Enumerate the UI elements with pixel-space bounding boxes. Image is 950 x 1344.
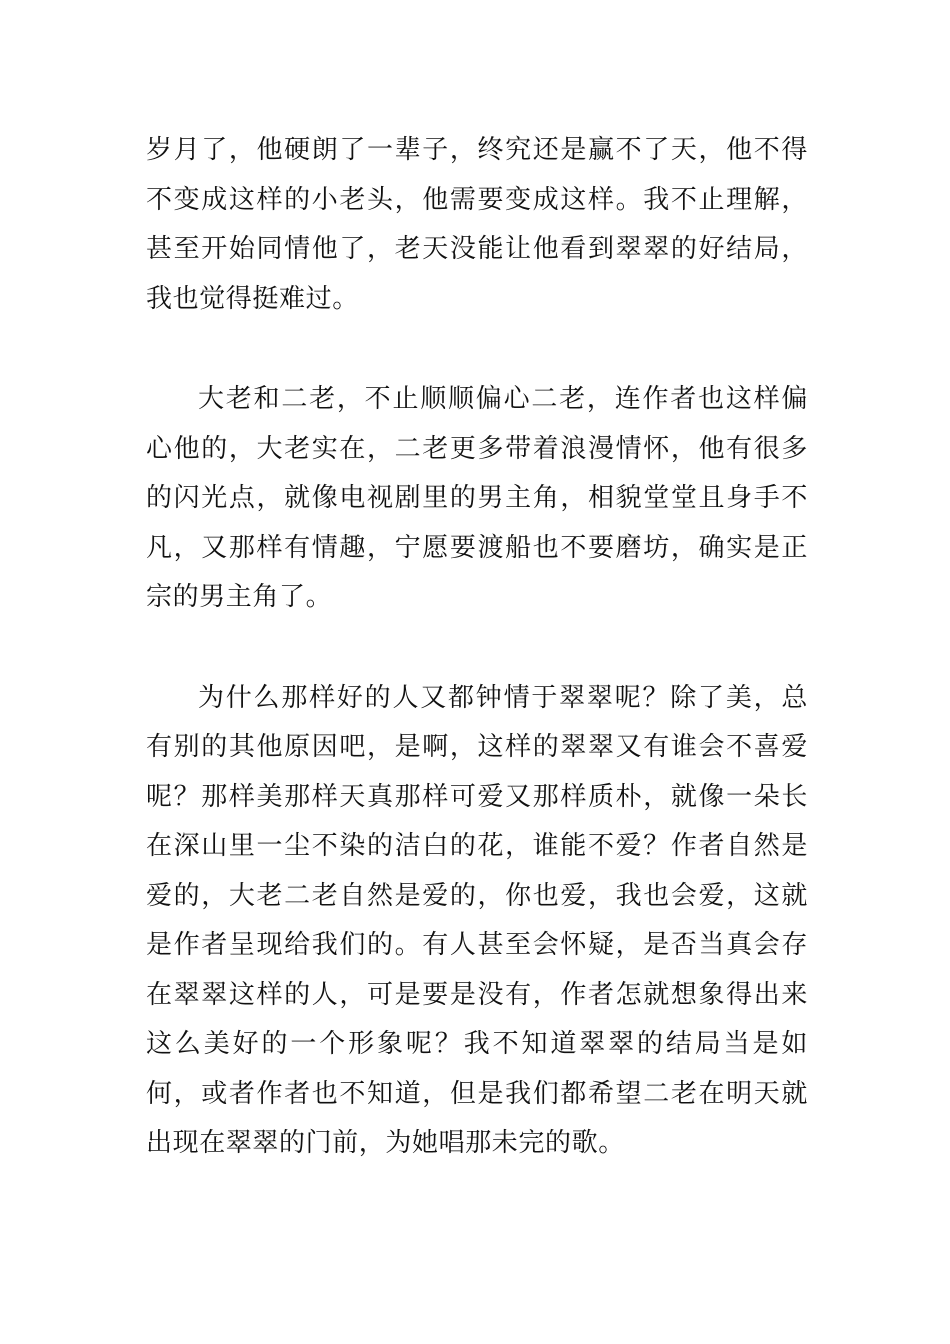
paragraph-spacer [146, 623, 808, 674]
document-body [146, 126, 808, 1169]
paragraph-1: 岁月了，他硬朗了一辈子，终究还是赢不了天，他不得不变成这样的小老头，他需要变成这样。我不止理解，甚至开始同情他了，老天没能让他看到翠翠的好结局，我也觉得挺难过。 [146, 135, 808, 314]
paragraph-spacer [146, 324, 808, 375]
paragraph-3: 为什么那样好的人又都钟情于翠翠呢？除了美，总有别的其他原因吧，是啊，这样的翠翠又有谁会不喜爱呢？那样美那样天真那样可爱又那样质朴，就像一朵长在深山里一尘不染的洁白的花，谁能不爱？作者自然是爱的，大老二老自然是爱的，你也爱，我也会爱，这就是作者呈现给我们的。有人甚至会怀疑，是否当真会存在翠翠这样的人，可是要是没有，作者怎就想象得出来这么美好的一个形象呢？我不知道翠翠的结局当是如何，或者作者也不知道，但是我们都希望二老在明天就出现在翠翠的门前，为她唱那未完的歌。 [146, 682, 808, 1158]
paragraph-2: 大老和二老，不止顺顺偏心二老，连作者也这样偏心他的，大老实在，二老更多带着浪漫情怀，他有很多的闪光点，就像电视剧里的男主角，相貌堂堂且身手不凡，又那样有情趣，宁愿要渡船也不要磨坊，确实是正宗的男主角了。 [146, 384, 808, 612]
